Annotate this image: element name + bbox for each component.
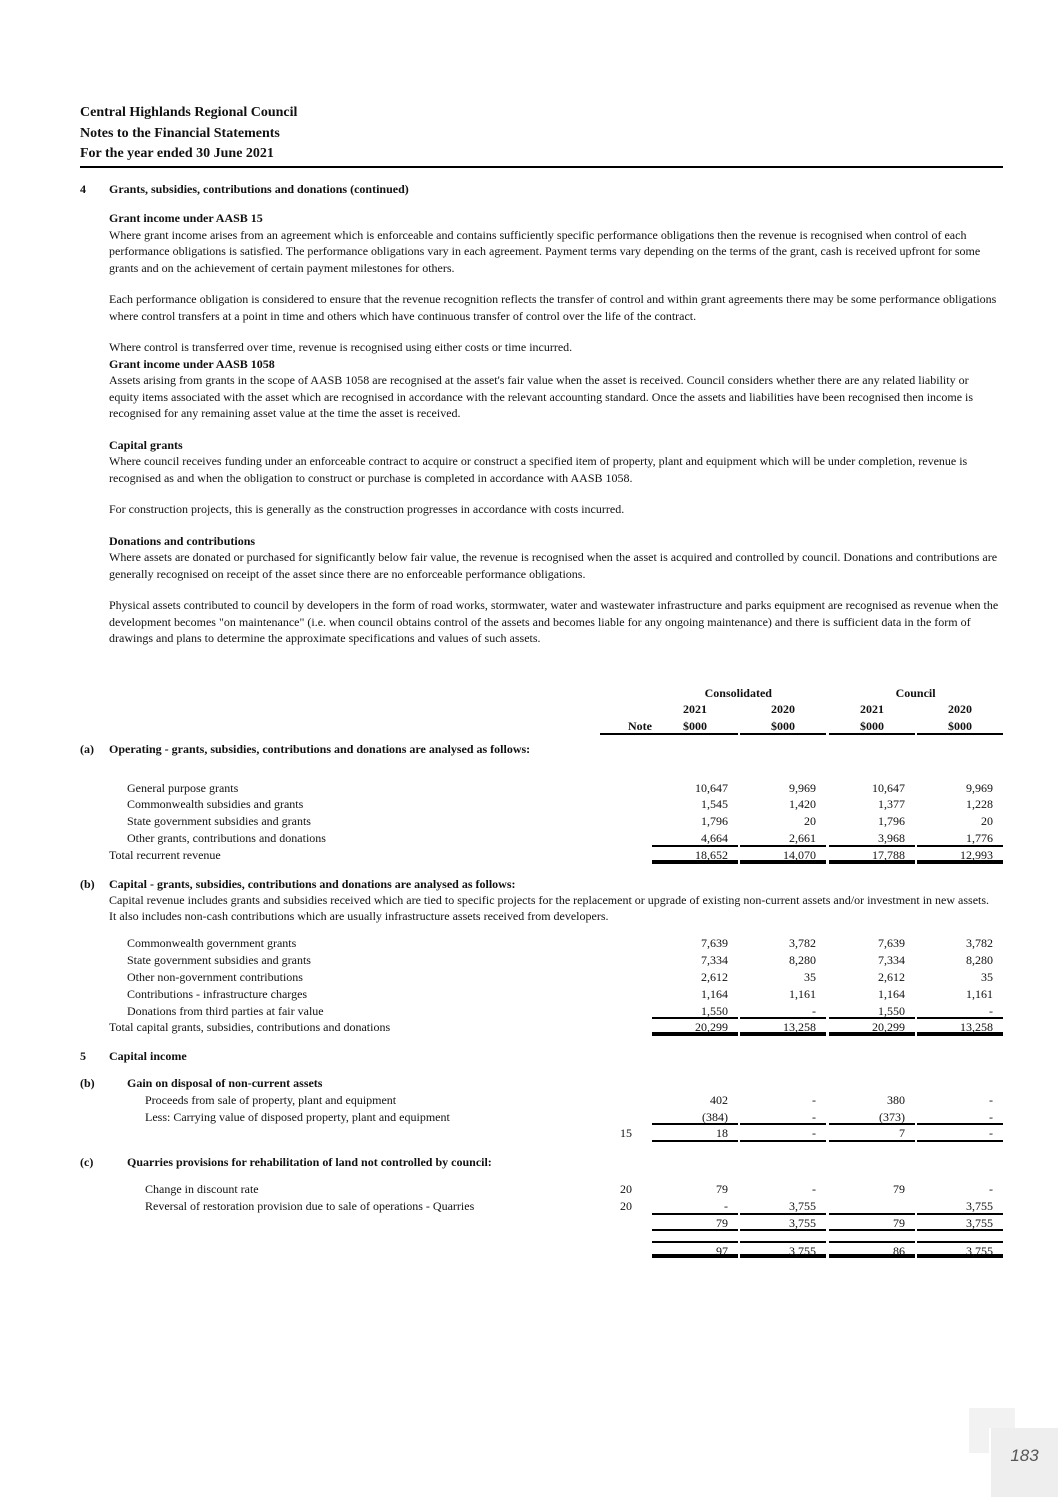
value-cell: 1,161	[966, 986, 993, 1001]
value-cell: 8,280	[966, 953, 993, 968]
section-title: Operating - grants, subsidies, contributions and donations are analysed as follows:	[109, 741, 531, 756]
value-cell: -	[740, 1003, 826, 1020]
table-row	[80, 935, 1003, 952]
value-cell: -	[989, 1092, 993, 1107]
note-ref	[600, 780, 632, 797]
value-cell: 3,755	[917, 1198, 1003, 1215]
table-row	[80, 969, 1003, 986]
value-cell: 20,299	[829, 1019, 915, 1036]
table-row	[80, 796, 1003, 813]
doc-title: Notes to the Financial Statements	[80, 125, 280, 141]
value-cell: 3,755	[740, 1198, 826, 1215]
table-row	[80, 952, 1003, 969]
value-cell: 1,164	[878, 986, 905, 1001]
aasb1058-heading: Grant income under AASB 1058	[109, 356, 275, 371]
value-cell: 97	[652, 1241, 738, 1258]
value-cell: 17,788	[829, 847, 915, 864]
paragraph: Assets arising from grants in the scope of AASB 1058 are recognised at the asset's fair value when the asset is received. Council considers whether there are any related liability or equity items associated with the asset which are recognised in accordance with the relevant accounting standard. Once the assets and liabilities have been recognised then income is recognised for any remaining asset value at the time the asset is received.	[109, 373, 974, 420]
value-cell: 13,258	[740, 1019, 826, 1036]
unit-header: $000	[917, 718, 1003, 735]
note-ref	[600, 830, 632, 847]
value-cell: 1,228	[966, 797, 993, 812]
note-ref	[600, 847, 632, 864]
value-cell: 10,647	[695, 780, 728, 795]
value-cell: 9,969	[966, 780, 993, 795]
value-cell: 13,258	[917, 1019, 1003, 1036]
value-cell: 7,334	[701, 953, 728, 968]
value-cell: 14,070	[740, 847, 826, 864]
row-label: Commonwealth subsidies and grants	[127, 797, 304, 812]
value-cell: 3,782	[966, 936, 993, 951]
value-cell: 3,782	[789, 936, 816, 951]
value-cell: 1,377	[878, 797, 905, 812]
value-cell: -	[652, 1198, 738, 1215]
consolidated-header: Consolidated	[704, 685, 772, 700]
table-row	[80, 1181, 1003, 1198]
value-cell: 20	[804, 814, 816, 829]
row-label: Reversal of restoration provision due to sale of operations - Quarries	[145, 1198, 475, 1213]
note-header: Note	[600, 718, 652, 735]
row-label: Total recurrent revenue	[109, 847, 221, 862]
value-cell: 8,280	[789, 953, 816, 968]
section-title: Gain on disposal of non-current assets	[127, 1076, 323, 1091]
value-cell: 3,755	[917, 1241, 1003, 1258]
note-ref	[600, 935, 632, 952]
note-number: 4	[80, 182, 86, 196]
value-cell: 79	[829, 1215, 915, 1232]
note-ref	[600, 952, 632, 969]
note-ref	[600, 1003, 632, 1020]
note-number: 5	[80, 1049, 86, 1064]
note-ref: 15	[620, 1126, 632, 1141]
note4-text	[109, 210, 999, 647]
value-cell: 1,420	[789, 797, 816, 812]
year-header: 2020	[771, 702, 795, 717]
value-cell: -	[812, 1182, 816, 1197]
section-b-description: Capital revenue includes grants and subsidies received which are tied to specific projects for the replacement or upgrade of existing non-current assets and/or investment in new assets. It also includes non-cash contributions which are usually infrastructure assets received from developers.	[109, 893, 990, 924]
note-ref	[600, 1092, 632, 1109]
paragraph: Where control is transferred over time, revenue is recognised using either costs or time incurred.	[109, 340, 573, 354]
paragraph: Physical assets contributed to council by developers in the form of road works, stormwater, water and wastewater infrastructure and parks equipment are recognised as revenue when the development becomes "on maintenance" (i.e. when council obtains control of the assets and becomes liable for any ongoing maintenance) and there is sufficient data in the form of drawings and plans to determine the approximate specifications and values of such assets.	[109, 598, 999, 645]
row-label	[109, 1241, 600, 1258]
note-title: Grants, subsidies, contributions and donations (continued)	[109, 182, 409, 196]
value-cell: (373)	[829, 1109, 915, 1126]
note-ref: 20	[620, 1198, 632, 1213]
value-cell: 79	[893, 1182, 905, 1197]
value-cell: 12,993	[917, 847, 1003, 864]
note4-heading	[80, 181, 1003, 197]
value-cell: 3,968	[829, 830, 915, 847]
council-header: Council	[895, 685, 936, 700]
value-cell: 3,755	[740, 1215, 826, 1232]
unit-header: $000	[740, 718, 826, 735]
section-b-heading	[80, 876, 1003, 893]
row-label: Commonwealth government grants	[127, 936, 297, 951]
value-cell: -	[740, 1125, 826, 1142]
value-cell: 18,652	[652, 847, 738, 864]
table-row	[80, 813, 1003, 830]
value-cell: 402	[710, 1092, 728, 1107]
value-cell: 1,550	[829, 1003, 915, 1020]
table-row	[80, 1019, 1003, 1036]
table-row	[80, 830, 1003, 847]
table-row	[80, 1092, 1003, 1109]
paragraph: Where assets are donated or purchased for significantly below fair value, the revenue is recognised when the asset is acquired and controlled by council. Donations and contributions are generally recognised on receipt of the asset since there are no enforceable performance obligations.	[109, 550, 998, 581]
value-cell: 35	[981, 970, 993, 985]
donations-heading: Donations and contributions	[109, 533, 256, 548]
section-5b-heading	[80, 1075, 1003, 1092]
paragraph: Each performance obligation is considered to ensure that the revenue recognition reflects the transfer of control and within grant agreements there may be some performance obligations where control transfers at a point in time and others which have continuous transfer of control over the life of the contract.	[109, 292, 997, 323]
table-row	[80, 847, 1003, 864]
value-cell: 79	[716, 1182, 728, 1197]
row-label: Proceeds from sale of property, plant and equipment	[145, 1092, 397, 1107]
value-cell: 86	[829, 1241, 915, 1258]
value-cell: 20	[981, 814, 993, 829]
table-header-units	[80, 718, 1003, 735]
value-cell: 20,299	[652, 1019, 738, 1036]
row-label: Less: Carrying value of disposed property, plant and equipment	[145, 1109, 450, 1124]
row-label	[109, 1125, 600, 1142]
table-row	[80, 1125, 1003, 1142]
value-cell: (384)	[652, 1109, 738, 1126]
value-cell: -	[917, 1109, 1003, 1126]
value-cell: 10,647	[872, 780, 905, 795]
page-header	[80, 103, 1003, 168]
section-a-heading	[80, 741, 1003, 758]
org-name: Central Highlands Regional Council	[80, 105, 298, 120]
year-header: 2021	[683, 702, 707, 717]
value-cell: -	[740, 1109, 826, 1126]
value-cell: 1,550	[652, 1003, 738, 1020]
table-row	[80, 780, 1003, 797]
section-title: Quarries provisions for rehabilitation of land not controlled by council:	[127, 1155, 492, 1170]
table-header-years	[80, 701, 1003, 718]
row-label: State government subsidies and grants	[127, 814, 311, 829]
row-label: Total capital grants, subsidies, contributions and donations	[109, 1020, 391, 1035]
value-cell: 2,612	[701, 970, 728, 985]
year-header: 2021	[860, 702, 884, 717]
value-cell: 1,161	[789, 986, 816, 1001]
year-header: 2020	[948, 702, 972, 717]
section-letter: (b)	[80, 876, 95, 891]
note-title: Capital income	[109, 1049, 187, 1064]
section-letter: (a)	[80, 741, 94, 756]
value-cell: -	[989, 1182, 993, 1197]
value-cell: 3,755	[740, 1241, 826, 1258]
page-number: 183	[991, 1428, 1058, 1497]
table-row	[80, 1003, 1003, 1020]
row-label: Other grants, contributions and donations	[127, 831, 326, 846]
value-cell: 1,796	[701, 814, 728, 829]
section-5c-heading	[80, 1154, 1003, 1171]
note5-heading	[80, 1048, 1003, 1065]
content	[80, 181, 1003, 1258]
value-cell: 7,639	[878, 936, 905, 951]
row-label	[109, 1215, 600, 1232]
value-cell: -	[917, 1125, 1003, 1142]
value-cell: -	[917, 1003, 1003, 1020]
paragraph: Where council receives funding under an enforceable contract to acquire or construct a specified item of property, plant and equipment which will be under completion, revenue is recognised as and when the obligation to construct or purchase is completed in accordance with AASB 1058.	[109, 454, 968, 485]
value-cell: 7	[829, 1125, 915, 1142]
value-cell: 79	[652, 1215, 738, 1232]
value-cell: 1,164	[701, 986, 728, 1001]
paragraph: Where grant income arises from an agreement which is enforceable and contains sufficiently specific performance obligations then the revenue is recognised when control of each performance obligations is satisfied. The performance obligations vary in each agreement. Payment terms vary depending on the terms of the grant, cash is received upfront for some grants and on the achievement of certain payment milestones for others.	[109, 227, 981, 275]
table-row	[80, 1215, 1003, 1232]
section-letter: (b)	[80, 1076, 95, 1091]
value-cell: -	[812, 1092, 816, 1107]
row-label: Change in discount rate	[145, 1182, 259, 1197]
period: For the year ended 30 June 2021	[80, 146, 274, 161]
value-cell: 380	[887, 1092, 905, 1107]
value-cell: 1,776	[917, 830, 1003, 847]
aasb15-heading: Grant income under AASB 15	[109, 211, 263, 225]
value-cell: 4,664	[652, 830, 738, 847]
row-label: Other non-government contributions	[127, 970, 303, 985]
unit-header: $000	[829, 718, 915, 735]
section-letter: (c)	[80, 1155, 94, 1170]
paragraph: For construction projects, this is generally as the construction progresses in accordance with costs incurred.	[109, 502, 625, 516]
row-label: Contributions - infrastructure charges	[127, 986, 308, 1001]
value-cell: 35	[804, 970, 816, 985]
row-label: General purpose grants	[127, 780, 239, 795]
table-row	[80, 1109, 1003, 1126]
value-cell	[829, 1198, 915, 1215]
value-cell: 1,545	[701, 797, 728, 812]
table-header-group	[80, 685, 1003, 702]
note-ref	[600, 796, 632, 813]
capital-grants-heading: Capital grants	[109, 437, 183, 452]
value-cell: 2,661	[740, 830, 826, 847]
value-cell: 2,612	[878, 970, 905, 985]
note-ref	[600, 1109, 632, 1126]
unit-header: $000	[652, 718, 738, 735]
note-ref	[600, 1241, 632, 1258]
note-ref	[600, 969, 632, 986]
note-ref	[600, 1215, 632, 1232]
table-row	[80, 1198, 1003, 1215]
value-cell: 7,334	[878, 953, 905, 968]
table-row	[80, 1241, 1003, 1258]
value-cell: 18	[652, 1125, 738, 1142]
note-ref	[600, 813, 632, 830]
section-title: Capital - grants, subsidies, contributions and donations are analysed as follows:	[109, 876, 516, 891]
value-cell: 9,969	[789, 780, 816, 795]
table-row	[80, 986, 1003, 1003]
value-cell: 1,796	[878, 814, 905, 829]
row-label: Donations from third parties at fair value	[127, 1003, 324, 1018]
note-ref: 20	[620, 1182, 632, 1197]
row-label: State government subsidies and grants	[127, 953, 311, 968]
value-cell: 7,639	[701, 936, 728, 951]
note-ref	[600, 1019, 632, 1036]
value-cell: 3,755	[917, 1215, 1003, 1232]
note-ref	[600, 986, 632, 1003]
